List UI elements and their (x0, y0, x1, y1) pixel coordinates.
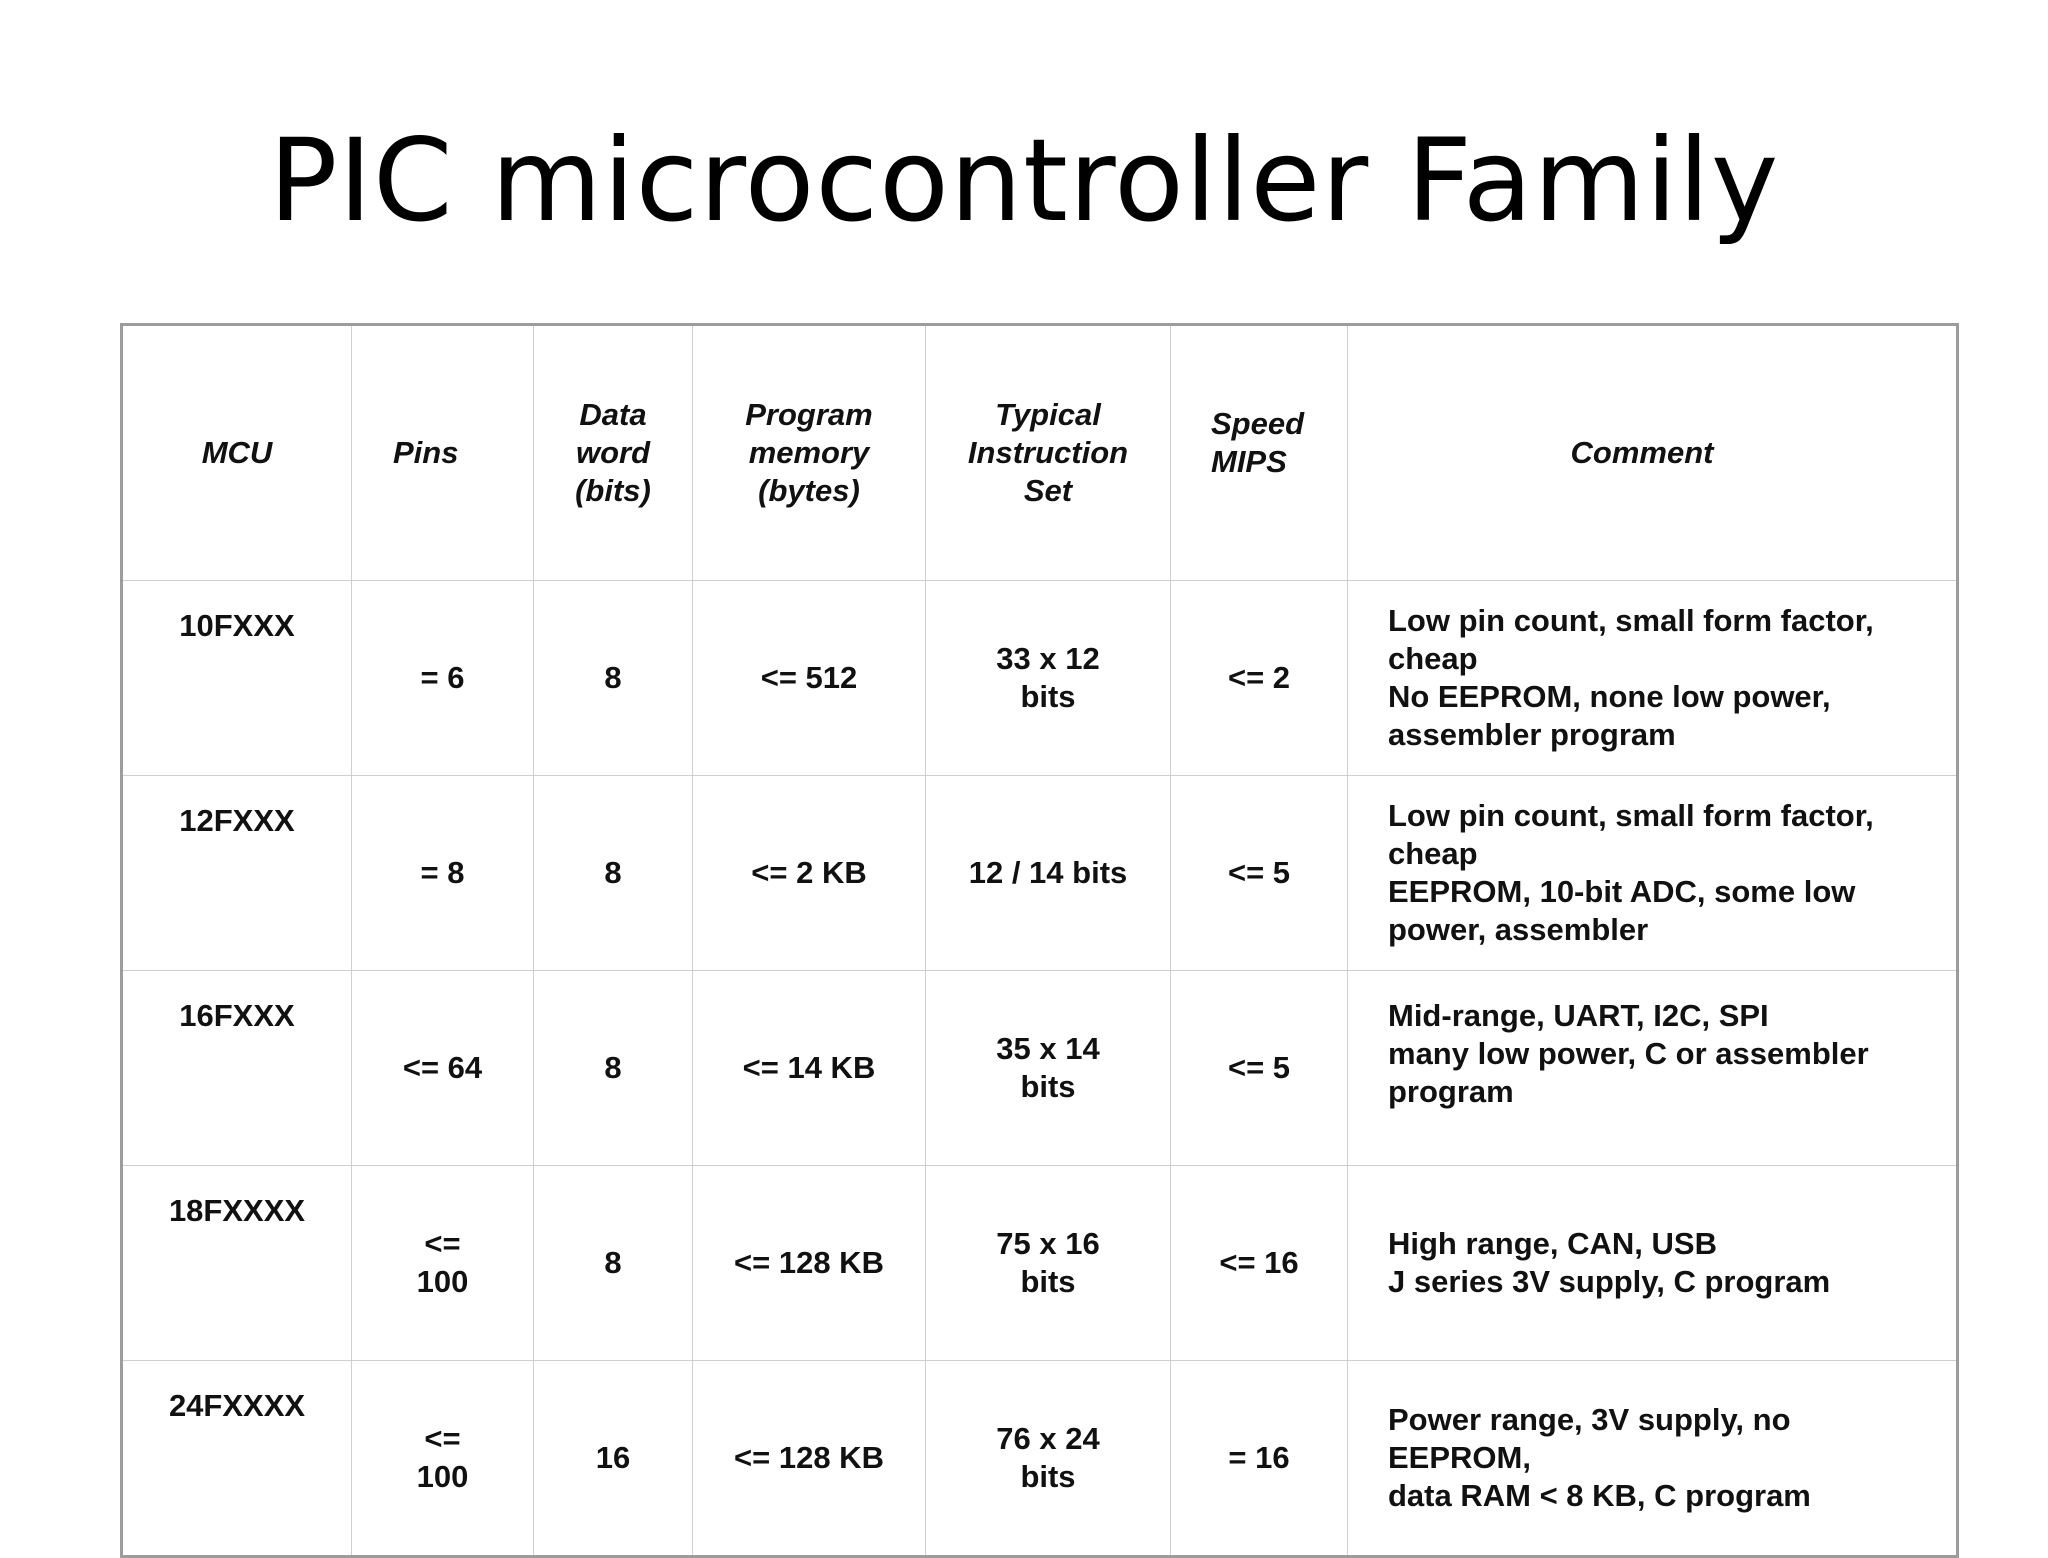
header-speed-line: Speed (1211, 406, 1305, 441)
cell-comment-line: power, assembler (1388, 912, 1649, 947)
header-program-memory-line: Program (745, 397, 873, 432)
cell-comment-line: EEPROM, (1388, 1440, 1531, 1475)
cell-program-memory: <= 512 (693, 581, 926, 776)
cell-instruction-set-line: bits (1020, 679, 1076, 714)
cell-mcu: 24FXXXX (122, 1361, 352, 1557)
header-instruction-set-line: Instruction (967, 435, 1129, 470)
cell-mcu: 10FXXX (122, 581, 352, 776)
cell-program-memory: <= 128 KB (693, 1361, 926, 1557)
cell-comment-line: data RAM < 8 KB, C program (1388, 1478, 1811, 1513)
cell-pins-line: <= (424, 1421, 461, 1456)
mcu-family-table (120, 323, 1959, 1558)
header-data-word (534, 325, 693, 581)
cell-comment-line: Power range, 3V supply, no (1388, 1402, 1791, 1437)
table-row (122, 776, 1958, 971)
cell-instruction-set-line: 33 x 12 (996, 641, 1100, 676)
table-row (122, 971, 1958, 1166)
cell-comment-line: Mid-range, UART, I2C, SPI (1388, 998, 1769, 1033)
header-data-word-line: Data (579, 397, 647, 432)
cell-pins (352, 1361, 534, 1557)
cell-speed: <= 5 (1171, 776, 1348, 971)
cell-pins-line: <= (424, 1226, 461, 1261)
cell-data-word: 8 (534, 971, 693, 1166)
cell-comment-line: assembler program (1388, 717, 1676, 752)
cell-pins-line: = 8 (420, 855, 465, 890)
cell-comment (1348, 776, 1958, 971)
cell-pins (352, 971, 534, 1166)
header-data-word-line: word (575, 435, 651, 470)
cell-comment (1348, 1166, 1958, 1361)
cell-data-word: 8 (534, 1166, 693, 1361)
header-instruction-set-line: Set (1023, 473, 1073, 508)
cell-comment-line: many low power, C or assembler (1388, 1036, 1869, 1071)
cell-data-word: 16 (534, 1361, 693, 1557)
cell-mcu: 12FXXX (122, 776, 352, 971)
cell-comment (1348, 581, 1958, 776)
cell-speed: <= 5 (1171, 971, 1348, 1166)
header-speed (1171, 325, 1348, 581)
cell-instruction-set (926, 581, 1171, 776)
cell-comment (1348, 1361, 1958, 1557)
cell-instruction-set (926, 1361, 1171, 1557)
cell-pins (352, 581, 534, 776)
cell-speed: = 16 (1171, 1361, 1348, 1557)
header-pins: Pins (352, 325, 534, 581)
cell-comment-line: J series 3V supply, C program (1388, 1264, 1831, 1299)
cell-pins-line: 100 (416, 1264, 469, 1299)
header-program-memory-line: (bytes) (758, 473, 860, 508)
cell-program-memory: <= 14 KB (693, 971, 926, 1166)
cell-mcu: 18FXXXX (122, 1166, 352, 1361)
cell-comment-line: No EEPROM, none low power, (1388, 679, 1831, 714)
cell-pins (352, 1166, 534, 1361)
header-instruction-set-line: Typical (995, 397, 1101, 432)
cell-comment (1348, 971, 1958, 1166)
cell-instruction-set (926, 971, 1171, 1166)
cell-instruction-set-line: bits (1020, 1459, 1076, 1494)
cell-pins-line: = 6 (420, 660, 465, 695)
header-speed-line: MIPS (1211, 444, 1287, 479)
slide-title: PIC microcontroller Family (268, 114, 1780, 247)
cell-speed: <= 2 (1171, 581, 1348, 776)
cell-pins (352, 776, 534, 971)
cell-comment-line: program (1388, 1074, 1514, 1109)
cell-program-memory: <= 128 KB (693, 1166, 926, 1361)
table-row (122, 1166, 1958, 1361)
cell-data-word: 8 (534, 581, 693, 776)
header-data-word-line: (bits) (575, 473, 651, 508)
cell-pins-line: <= 64 (402, 1050, 483, 1085)
header-program-memory-line: memory (748, 435, 870, 470)
header-instruction-set (926, 325, 1171, 581)
cell-comment-line: cheap (1388, 836, 1478, 871)
cell-instruction-set-line: 12 / 14 bits (968, 855, 1128, 890)
cell-instruction-set-line: bits (1020, 1264, 1076, 1299)
cell-instruction-set-line: 75 x 16 (996, 1226, 1100, 1261)
table-row (122, 581, 1958, 776)
cell-program-memory: <= 2 KB (693, 776, 926, 971)
cell-speed: <= 16 (1171, 1166, 1348, 1361)
cell-instruction-set-line: 35 x 14 (996, 1031, 1100, 1066)
cell-instruction-set (926, 1166, 1171, 1361)
cell-instruction-set-line: bits (1020, 1069, 1076, 1104)
header-comment: Comment (1348, 325, 1958, 581)
header-program-memory (693, 325, 926, 581)
cell-comment-line: Low pin count, small form factor, (1388, 798, 1874, 833)
cell-comment-line: EEPROM, 10-bit ADC, some low (1388, 874, 1856, 909)
cell-instruction-set-line: 76 x 24 (996, 1421, 1100, 1456)
cell-mcu: 16FXXX (122, 971, 352, 1166)
cell-comment-line: cheap (1388, 641, 1478, 676)
header-mcu: MCU (122, 325, 352, 581)
cell-pins-line: 100 (416, 1459, 469, 1494)
cell-comment-line: Low pin count, small form factor, (1388, 603, 1874, 638)
table-header-row (122, 325, 1958, 581)
cell-comment-line: High range, CAN, USB (1388, 1226, 1717, 1261)
table-row (122, 1361, 1958, 1557)
cell-instruction-set (926, 776, 1171, 971)
cell-data-word: 8 (534, 776, 693, 971)
